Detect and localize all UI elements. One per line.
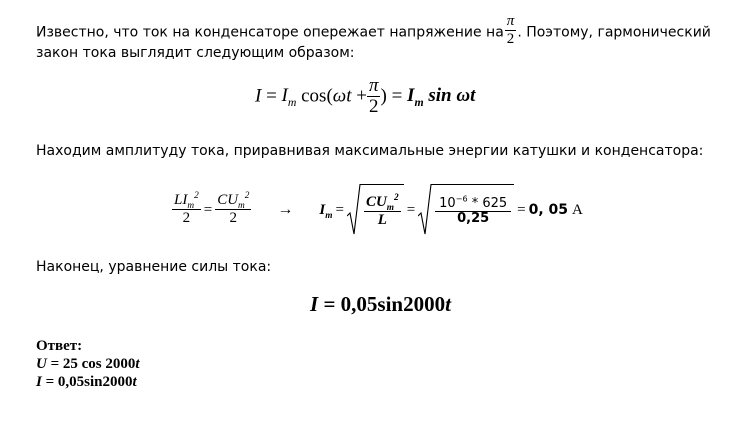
eq2-f2-sup: 2 (244, 191, 250, 202)
eq2-equals-3: = (406, 201, 416, 218)
eq2-r1-den: L (377, 211, 387, 228)
eq2-f2-base: CU (217, 192, 239, 209)
eq2-r1-num (364, 192, 401, 213)
eq2-r2-base: 10 (439, 196, 456, 212)
eq3-lhs: I (310, 292, 319, 316)
answer-i-t: t (132, 374, 137, 390)
eq2-arrow-icon: → (277, 201, 294, 218)
eq1-close: ) (380, 85, 387, 107)
eq2-result: 0, 05 (528, 202, 569, 218)
answer-i-rhs: = 0,05sin2000 (41, 374, 133, 390)
eq2-r2-tail: * 625 (467, 196, 508, 212)
eq2-r1-frac (364, 192, 401, 228)
radical-sign-icon-2 (418, 184, 432, 236)
eq2-energy-capacitor (215, 193, 251, 226)
eq1-pi-frac (367, 76, 381, 118)
answer-title: Ответ: (36, 338, 83, 354)
eq2-energy-coil (172, 193, 201, 226)
answer-i: I (36, 374, 42, 390)
eq2-f2-den: 2 (229, 210, 238, 227)
eq2-f1-sup: 2 (194, 191, 199, 202)
eq1-im-base: I (281, 85, 288, 107)
eq1-rhs (407, 85, 476, 110)
eq2-unit: А (572, 201, 583, 218)
eq1-two: 2 (368, 95, 379, 117)
eq2-sqrt-1-body (361, 184, 404, 236)
pi-over-2-inline (505, 14, 517, 47)
eq1-im (281, 85, 297, 110)
eq2-sqrt-1 (347, 184, 404, 236)
eq1-cos: cos( (301, 85, 333, 107)
paragraph-amplitude: Находим амплитуду тока, приравнивая максимальные энергии катушки и конденсатора: (36, 143, 704, 159)
eq1-wt: ωt (332, 85, 352, 107)
eq2-r2-sup: −6 (455, 194, 468, 204)
answer-line-current (36, 374, 137, 390)
eq1-plus: + (356, 85, 367, 107)
eq2-r1-sub: m (386, 202, 395, 213)
eq1-lhs: I (255, 85, 262, 107)
eq2-r2-num (435, 194, 511, 212)
intro-line-1-start: Известно, что ток на конденсаторе опережает напряжение на (36, 24, 504, 41)
eq2-f1-num (172, 193, 201, 210)
inline-frac-den: 2 (506, 30, 515, 47)
eq2-r1-base: CU (365, 193, 387, 210)
eq1-equals: = (266, 85, 277, 107)
eq1-equals-2: = (391, 85, 403, 107)
eq1-rhs-base: I (407, 85, 415, 107)
intro-line-2: закон тока выглядит следующим образом: (36, 45, 355, 61)
eq2-f2-num (215, 193, 251, 210)
eq1-pi: π (368, 75, 379, 96)
eq2-r2-frac (435, 194, 511, 226)
equation-amplitude (172, 184, 583, 236)
eq2-im (319, 202, 332, 219)
eq2-equals-1: = (203, 201, 213, 218)
eq2-sqrt-2-body (432, 184, 514, 236)
eq1-im-sub: m (287, 96, 297, 110)
eq2-r1-sup: 2 (394, 192, 399, 203)
eq2-sqrt-2 (418, 184, 514, 236)
intro-line-1-end: . Поэтому, гармонический (517, 24, 711, 41)
eq3-t: t (445, 292, 451, 316)
answer-line-voltage (36, 356, 140, 372)
answer-u-t: t (135, 356, 140, 372)
inline-frac-num: π (506, 13, 515, 29)
eq2-f2-sub: m (238, 201, 245, 212)
paragraph-finally: Наконец, уравнение силы тока: (36, 259, 272, 275)
eq2-f1-base: LI (174, 192, 188, 209)
eq2-equals-4: = (517, 201, 526, 218)
answer-u-rhs: = 25 cos 2000 (46, 356, 136, 372)
eq2-im-sub: m (325, 210, 333, 221)
eq1-rhs-sub: m (414, 96, 424, 110)
equation-current-law (255, 76, 475, 118)
eq2-im-base: I (319, 201, 326, 218)
eq1-rhs-tail: sin ωt (428, 85, 476, 107)
answer-u: U (36, 356, 47, 372)
eq2-equals-2: = (335, 201, 344, 218)
eq2-f1-sub: m (187, 201, 195, 212)
equation-final (310, 292, 451, 317)
eq2-f1-den: 2 (182, 210, 191, 227)
eq2-r2-den: 0,25 (457, 210, 490, 226)
radical-sign-icon (347, 184, 361, 236)
eq3-rhs: = 0,05sin2000 (318, 292, 446, 316)
